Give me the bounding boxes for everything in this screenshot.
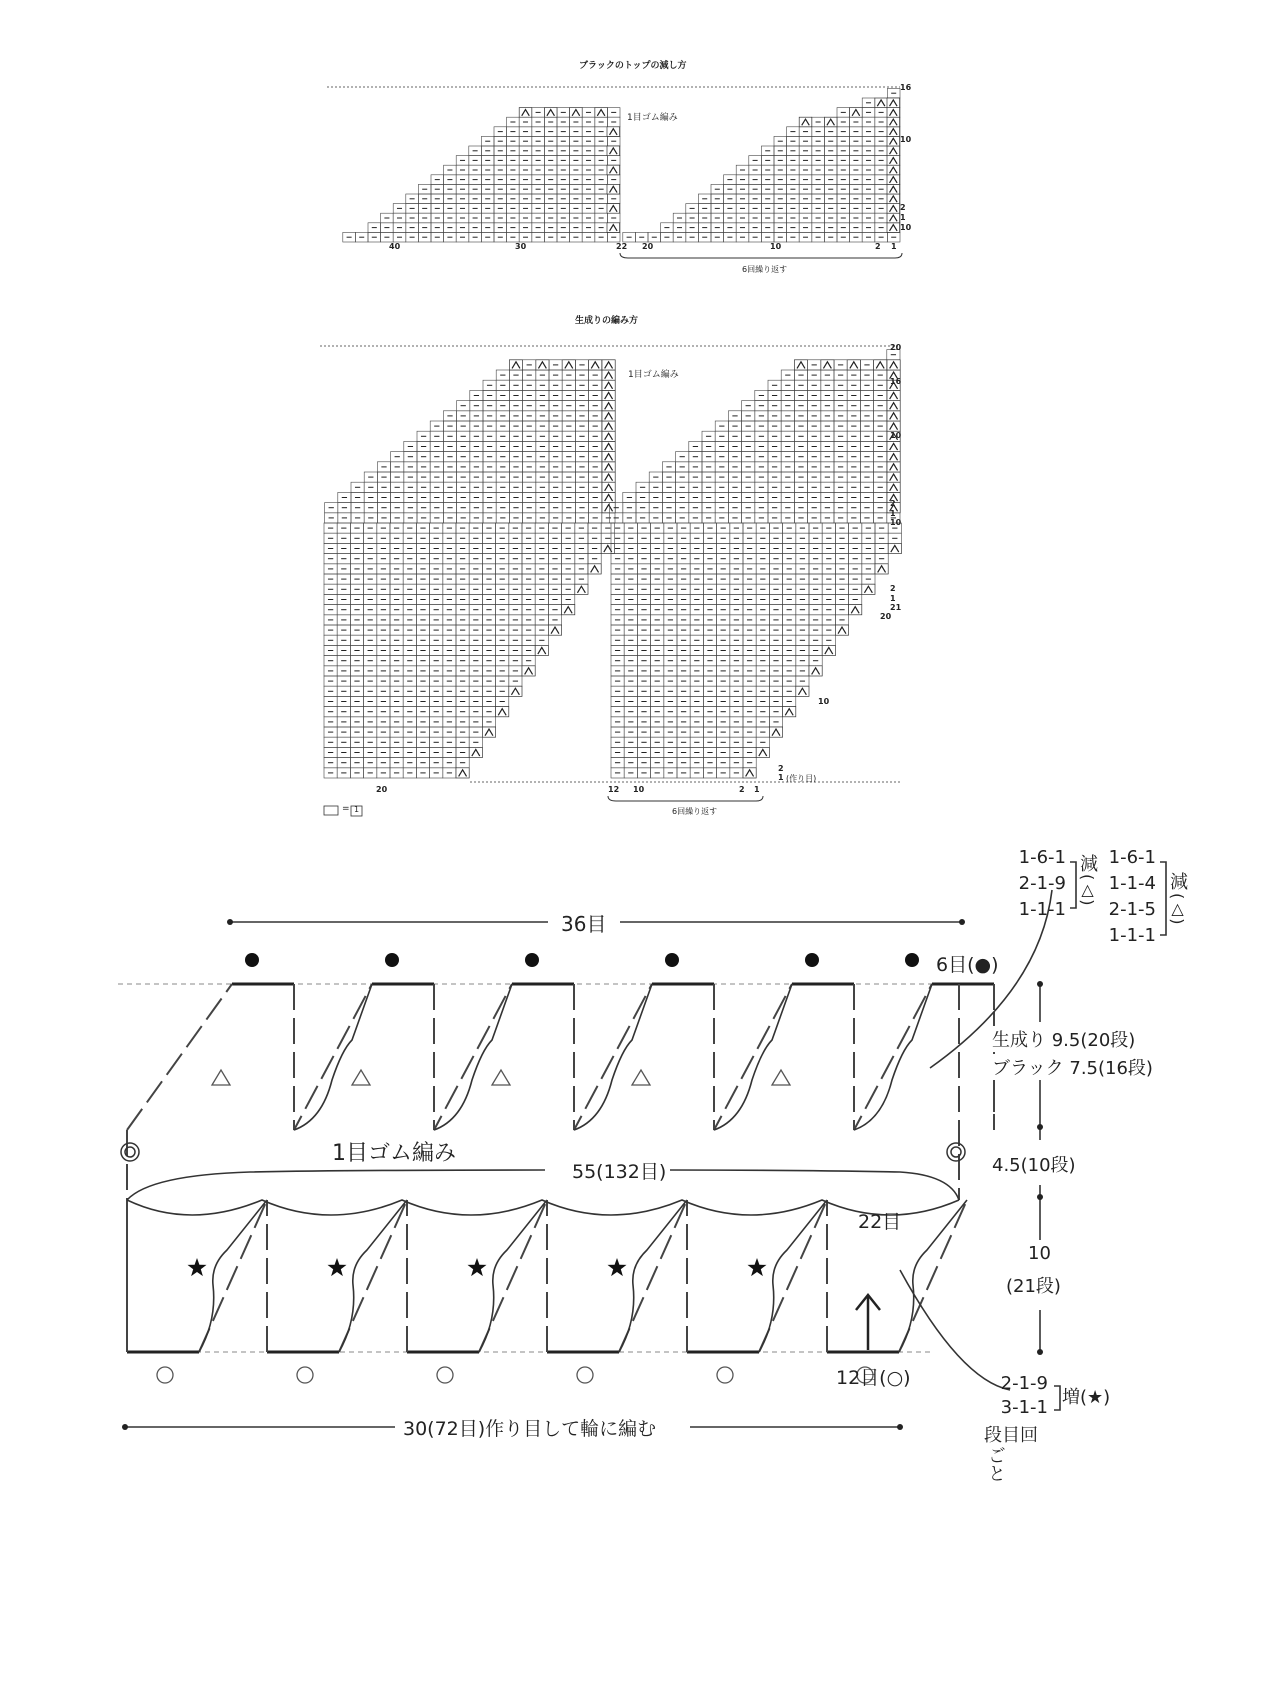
tick-label: 1: [891, 242, 897, 251]
dec-row: 2-1-9: [1018, 873, 1066, 894]
height-top-label: 生成り 9.5(20段): [992, 1026, 1135, 1052]
star-marker: [328, 1258, 347, 1276]
row-label: 2: [900, 203, 906, 212]
chart1-repeat-label: 6回繰り返す: [742, 265, 788, 274]
dec-right-label: 減: [1170, 872, 1188, 893]
bottom-stitches-label: 12目(○): [836, 1367, 911, 1389]
chart2-stitch-label: 1目ゴム編み: [628, 370, 679, 380]
height-bottom-label-1: 10: [1028, 1243, 1051, 1264]
bottom-width-label: 30(72目)作り目して輪に編む: [403, 1418, 657, 1440]
legend-symbol: 1: [354, 805, 360, 814]
inc-note-1: 段目回: [984, 1425, 1038, 1446]
inc-note-2: ごと: [985, 1446, 1006, 1482]
ribbing-label: 1目ゴム編み: [332, 1141, 456, 1166]
section-stitches-label: 22目: [858, 1211, 902, 1233]
row-label: 21: [890, 603, 902, 612]
tooth-outline: [434, 984, 512, 1130]
tooth-outline: [854, 984, 932, 1130]
row-label: 16: [900, 83, 912, 92]
tick-label: 10: [770, 242, 782, 251]
dec-row: 1-6-1: [1018, 847, 1066, 868]
open-circle-marker: [157, 1367, 173, 1383]
open-circle-marker: [437, 1367, 453, 1383]
tooth-outline: [714, 984, 792, 1130]
row-label: 10: [900, 223, 912, 232]
tooth-outline: [574, 984, 652, 1130]
chart2-repeat-label: 6回繰り返す: [672, 807, 718, 816]
star-marker: [188, 1258, 207, 1276]
row-label: 2: [890, 499, 896, 508]
row-label: 10: [818, 697, 830, 706]
row-label: 2: [890, 584, 896, 593]
triangle-marker: [352, 1070, 370, 1085]
dec-row: 2-1-5: [1108, 899, 1156, 920]
row-label: 1: [900, 213, 906, 222]
tick-label: 12: [608, 785, 620, 794]
chart1-title: ブラックのトップの減し方: [579, 61, 687, 71]
tick-label: 1: [754, 785, 760, 794]
top-width-label: 36目: [561, 912, 607, 936]
filled-dot-marker: [805, 953, 819, 967]
dec-left-symbol: (△): [1078, 874, 1097, 906]
row-label: 10: [900, 135, 912, 144]
star-marker: [748, 1258, 767, 1276]
chart2-title: 生成りの編み方: [575, 316, 639, 326]
inc-label: 増(★): [1062, 1387, 1111, 1408]
chart1-stitch-label: 1目ゴム編み: [627, 113, 678, 123]
row-label: 20: [890, 343, 902, 352]
row-label: 16: [890, 377, 902, 386]
dec-right-symbol: (△): [1168, 893, 1187, 925]
filled-dot-marker: [525, 953, 539, 967]
middle-width-label: 55(132目): [568, 1157, 670, 1184]
inc-rows: [986, 1372, 1048, 1420]
triangle-marker: [492, 1070, 510, 1085]
dec-row: 1-1-4: [1108, 873, 1156, 894]
legend-equals: =: [342, 804, 350, 814]
dec-left-label: 減: [1080, 854, 1098, 875]
dec-row: 1-1-1: [1108, 925, 1156, 946]
inc-row: 2-1-9: [1000, 1373, 1048, 1394]
tooth-outline: [294, 984, 372, 1130]
chart2-cast-on-note: (作り目): [786, 774, 817, 783]
row-label: 20: [880, 612, 892, 621]
triangle-marker: [212, 1070, 230, 1085]
tick-label: 2: [739, 785, 745, 794]
row-label: 1: [890, 594, 896, 603]
height-top-black-label: ブラック 7.5(16段): [992, 1054, 1153, 1080]
row-label: 1: [890, 509, 896, 518]
triangle-marker: [632, 1070, 650, 1085]
tick-label: 2: [875, 242, 881, 251]
open-circle-marker: [577, 1367, 593, 1383]
open-circle-marker: [717, 1367, 733, 1383]
height-bottom-label-2: (21段): [1006, 1276, 1061, 1297]
row-label: 1: [778, 773, 784, 782]
dec-left-rows: [1002, 845, 1066, 923]
row-label: 10: [890, 518, 902, 527]
star-marker: [468, 1258, 487, 1276]
filled-dot-marker: [385, 953, 399, 967]
filled-dot-marker: [665, 953, 679, 967]
dec-row: 1-1-1: [1018, 899, 1066, 920]
dec-row: 1-6-1: [1108, 847, 1156, 868]
row-label: 2: [778, 764, 784, 773]
filled-dot-marker: [245, 953, 259, 967]
tick-label: 40: [389, 242, 401, 251]
tick-label: 22: [616, 242, 628, 251]
height-middle-label: 4.5(10段): [992, 1155, 1076, 1176]
tick-label: 20: [642, 242, 654, 251]
star-marker: [608, 1258, 627, 1276]
tick-label: 10: [633, 785, 645, 794]
filled-dot-marker: [905, 953, 919, 967]
dec-right-rows: [1092, 845, 1156, 949]
tick-label: 30: [515, 242, 527, 251]
top-dec-label: 6目(●): [936, 954, 999, 976]
open-circle-marker: [297, 1367, 313, 1383]
inc-row: 3-1-1: [1000, 1397, 1048, 1418]
row-label: 10: [890, 431, 902, 440]
tick-label: 20: [376, 785, 388, 794]
triangle-marker: [772, 1070, 790, 1085]
